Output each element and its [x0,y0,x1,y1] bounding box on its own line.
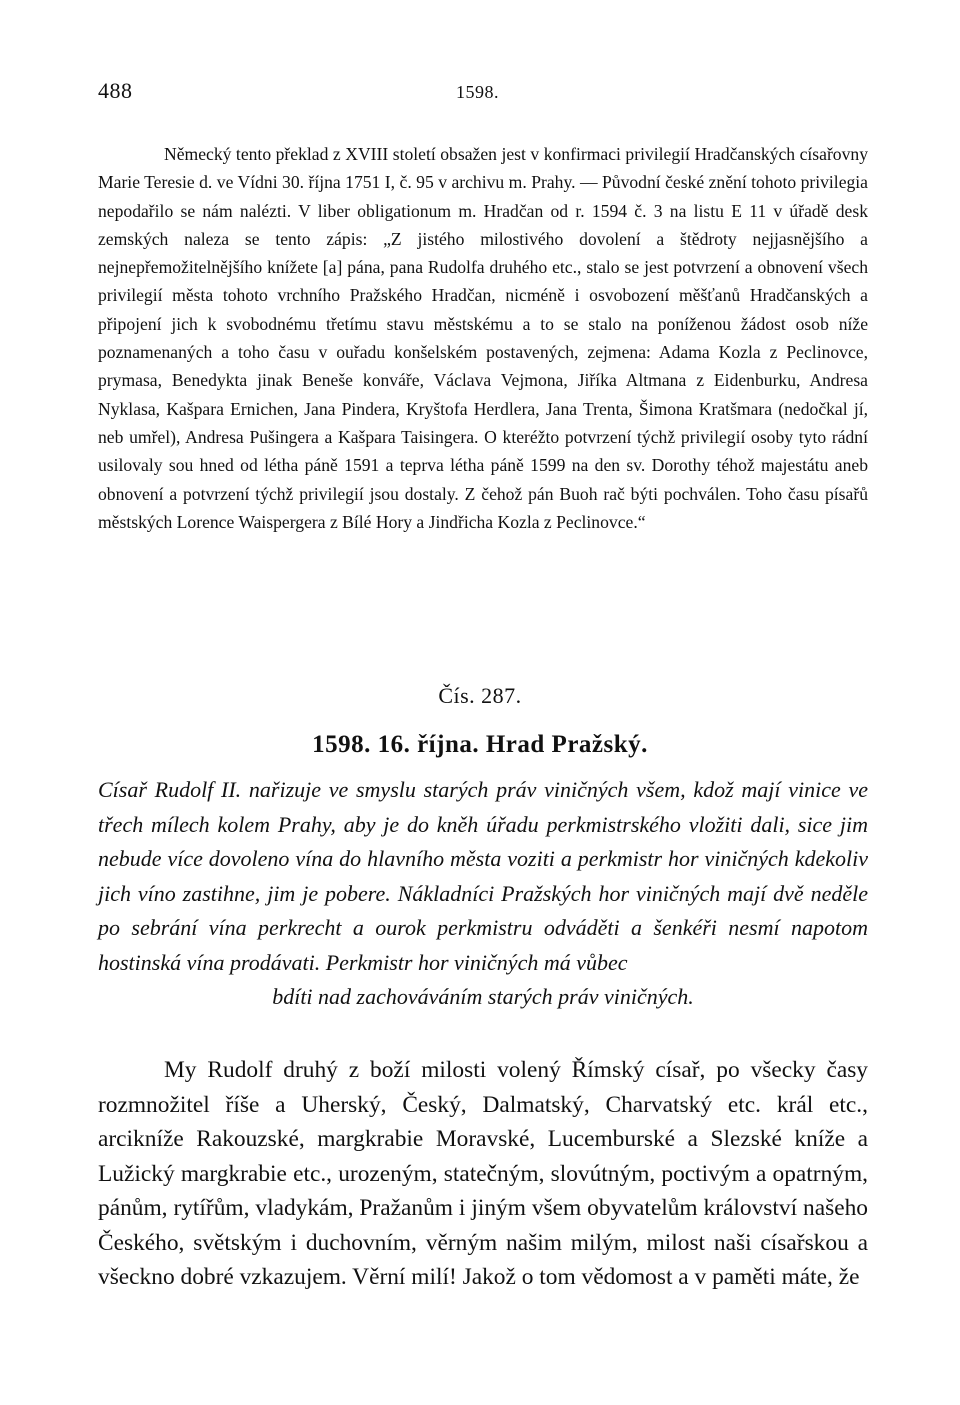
document-body: My Rudolf druhý z boží milosti volený Římský císař, po všecky časy rozmnožitel říše a Uherský, Český, Dalmatský, Charvatský etc. král etc., arcikníže Rakouzské, margkrabie Moravské, Lucemburské a Slezské kníže a Lužický margkrabie etc., urozeným, statečným, slovútným, poctivým a opatrným, pánům, rytířům, vladykám, Pražanům i jiným všem obyvatelům království našeho Českého, světským i duchovním, věrným našim milým, milost naši císařskou a všeckno dobré vzkazujem. Věrní milí! Jakož o tom vědomost a v paměti máte, že [98,1057,868,1290]
document-number: Čís. 287. [438,683,522,708]
summary-text: Císař Rudolf II. nařizuje ve smyslu starých práv viničných všem, kdož mají vinice ve třech mílech kolem Prahy, aby je do kněh úřadu perkmistrského vložiti dali, sice jim nebude více dovoleno vína do hlavního města voziti a perkmistr hor viničných kdekoliv jich víno zastihne, jim je pobere. Nákladníci Pražských hor viničných mají dvě neděle po sebrání vína perkrecht a ourok perkmistru odváděti a šenkéři nesmí napotom hostinská vína prodávati. Perkmistr hor viničných má vůbec [98,777,868,975]
document-heading: 1598. 16. října. Hrad Pražský. [312,731,648,758]
summary-last-line: bdíti nad zachováváním starých práv viničných. [272,984,694,1009]
running-head-year: 1598. [456,82,499,102]
editorial-note: Německý tento překlad z XVIII století obsažen jest v konfirmaci privilegií Hradčanských císařovny Marie Teresie d. ve Vídni 30. října 1751 I, č. 95 v archivu m. Prahy. — Původní české znění tohoto privilegia nepodařilo se nám nalézti. V liber obligationum m. Hradčan od r. 1594 č. 3 na listu E 11 v úřadě desk zemských naleza se tento zápis: „Z jistého milostivého dovolení a štědroty nejjasnějšího a nejnepřemožitelnějšího knížete [a] pána, pana Rudolfa druhého etc., stalo se jest potvrzení a obnovení všech privilegií města tohoto vrchního Pražského Hradčan, nicméně i osvobození měšťanů Hradčanských a připojení jich k svobodnému třetímu stavu městskému a to se stalo na poníženou žádost osob níže poznamenaných a toho času v ouřadu konšelském postavených, zejmena: Adama Kozla z Peclinovce, prymasa, Benedykta jinak Beneše konváře, Václava Vejmona, Jiříka Altmana z Eidenburku, Andresa Nyklasa, Kašpara Ernichen, Jana Pindera, Kryštofa Herdlera, Jana Trenta, Šimona Kratšmara (nedočkal jí, neb umřel), Andresa Pušingera a Kašpara Taisingera. O kteréžto potvrzení týchž privilegií osoby tyto rádní usilovaly sou hned od létha páně 1591 a teprva létha páně 1599 na den sv. Dorothy téhož majestátu aneb obnovení a potvrzení týchž privilegií jsou dostaly. Z čehož pán Buoh rač býti pochválen. Toho času písařů městských Lorence Waispergera z Bílé Hory a Jindřicha Kozla z Peclinovce.“ [98,144,868,532]
page-header [98,78,868,108]
page-number: 488 [98,78,133,103]
document-summary [98,773,868,1015]
